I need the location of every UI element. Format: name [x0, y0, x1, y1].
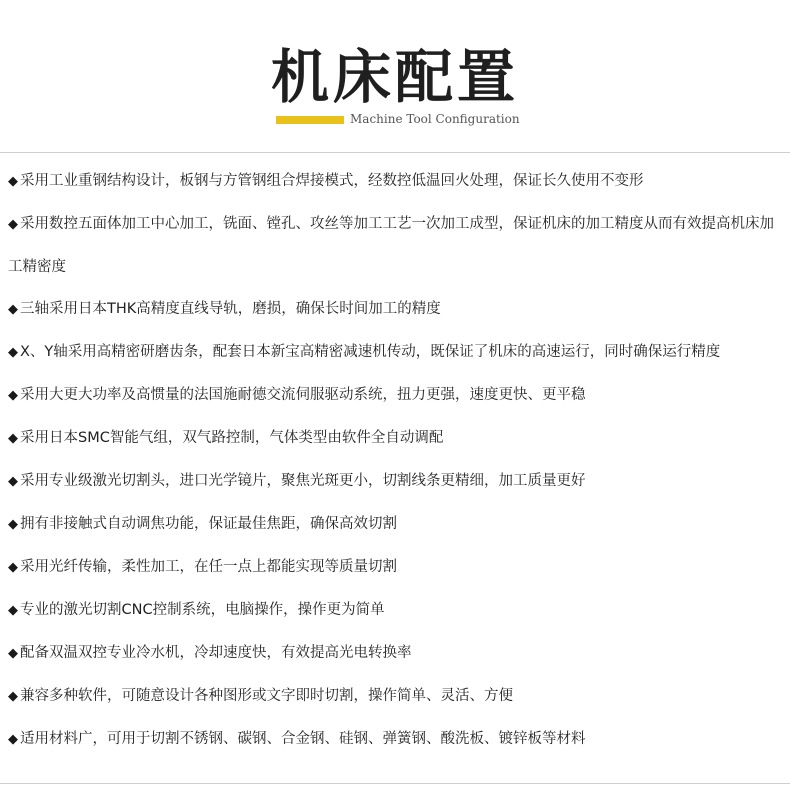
diamond-bullet-icon: ◆ [8, 646, 18, 661]
feature-text: 拥有非接触式自动调焦功能，保证最佳焦距，确保高效切割 [20, 516, 397, 532]
page-title: 机床配置 [270, 43, 519, 111]
feature-text: 采用数控五面体加工中心加工，铣面、镗孔、攻丝等加工工艺一次加工成型，保证机床的加工精度从而有效提高机床加工精密度 [8, 216, 774, 275]
feature-text: 适用材料广，可用于切割不锈钢、碳钢、合金钢、硅钢、弹簧钢、酸洗板、镀锌板等材料 [20, 731, 586, 747]
feature-item [8, 546, 784, 589]
diamond-bullet-icon: ◆ [8, 732, 18, 747]
feature-text: 三轴采用日本THK高精度直线导轨，磨损，确保长时间加工的精度 [20, 301, 441, 317]
bottom-divider [0, 783, 790, 784]
feature-item [8, 589, 784, 632]
feature-list [8, 160, 784, 761]
page-subtitle: Machine Tool Configuration [350, 112, 520, 126]
feature-text: 配备双温双控专业冷水机，冷却速度快，有效提高光电转换率 [20, 645, 412, 661]
feature-item [8, 203, 784, 288]
feature-item [8, 675, 784, 718]
feature-text: 兼容多种软件，可随意设计各种图形或文字即时切割，操作简单、灵活、方便 [20, 688, 513, 704]
top-divider [0, 152, 790, 153]
feature-item [8, 718, 784, 761]
feature-text: 采用工业重钢结构设计，板钢与方管钢组合焊接模式，经数控低温回火处理，保证长久使用不变形 [20, 173, 644, 189]
feature-item [8, 374, 784, 417]
feature-item [8, 632, 784, 675]
feature-text: 采用日本SMC智能气组，双气路控制，气体类型由软件全自动调配 [20, 430, 444, 446]
diamond-bullet-icon: ◆ [8, 517, 18, 532]
feature-text: X、Y轴采用高精密研磨齿条，配套日本新宝高精密减速机传动，既保证了机床的高速运行，同时确保运行精度 [20, 344, 721, 360]
feature-item [8, 288, 784, 331]
feature-item [8, 331, 784, 374]
diamond-bullet-icon: ◆ [8, 345, 18, 360]
feature-item [8, 460, 784, 503]
diamond-bullet-icon: ◆ [8, 302, 18, 317]
feature-text: 采用专业级激光切割头，进口光学镜片，聚焦光斑更小，切割线条更精细，加工质量更好 [20, 473, 586, 489]
diamond-bullet-icon: ◆ [8, 474, 18, 489]
diamond-bullet-icon: ◆ [8, 560, 18, 575]
diamond-bullet-icon: ◆ [8, 689, 18, 704]
feature-item [8, 503, 784, 546]
feature-text: 采用光纤传输，柔性加工，在任一点上都能实现等质量切割 [20, 559, 397, 575]
accent-bar [276, 116, 344, 124]
diamond-bullet-icon: ◆ [8, 431, 18, 446]
feature-item [8, 417, 784, 460]
diamond-bullet-icon: ◆ [8, 174, 18, 189]
diamond-bullet-icon: ◆ [8, 603, 18, 618]
diamond-bullet-icon: ◆ [8, 217, 18, 232]
section-header [0, 0, 790, 150]
diamond-bullet-icon: ◆ [8, 388, 18, 403]
feature-item [8, 160, 784, 203]
feature-text: 采用大更大功率及高惯量的法国施耐德交流伺服驱动系统，扭力更强，速度更快、更平稳 [20, 387, 586, 403]
feature-text: 专业的激光切割CNC控制系统，电脑操作，操作更为简单 [20, 602, 385, 618]
